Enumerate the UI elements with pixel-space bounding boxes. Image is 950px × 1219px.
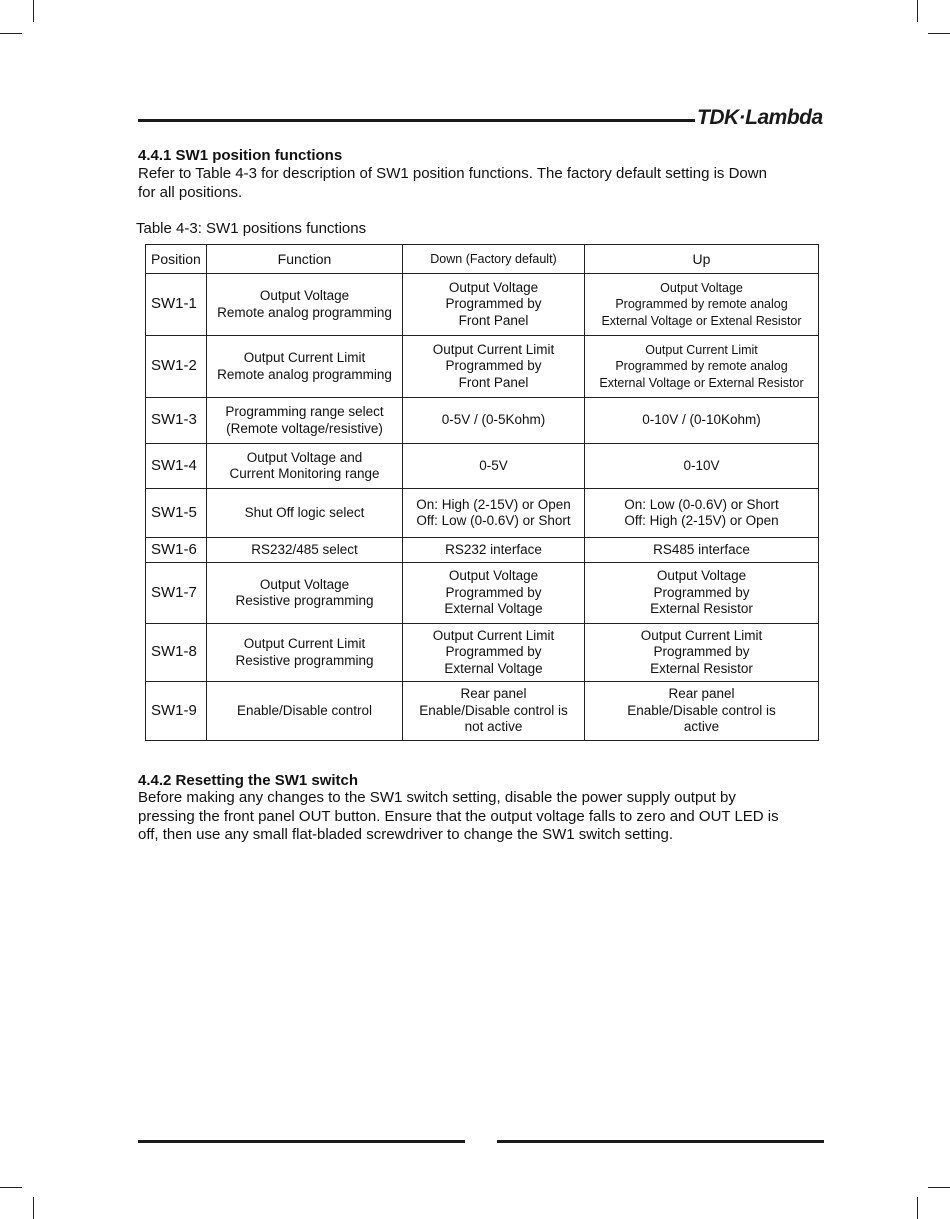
cell-line: Resistive programming [235,593,374,608]
footer-rule-left [138,1140,465,1143]
table-row [146,682,819,741]
brand-logo: TDK·Lambda [697,106,823,129]
cell-up [585,398,819,444]
cell-line: Off: High (2-15V) or Open [624,513,779,528]
table-row [146,624,819,682]
cell-function [207,563,403,624]
cell-line: Programmed by [445,644,542,660]
cell-up [585,444,819,489]
sw1-functions-table [145,244,819,741]
section2-paragraph [138,789,838,845]
table-row [146,489,819,538]
cell-down [403,336,585,398]
cell-function [207,682,403,741]
cell-line: Output Current Limit [645,342,758,357]
paragraph-line: pressing the front panel OUT button. Ensure that the output voltage falls to zero and OUT LED is [138,807,779,825]
crop-mark [33,1197,34,1219]
cell-line: External Voltage or External Resistor [599,375,804,390]
cell-line: Programmed by [445,584,542,600]
cell-line: Output Current Limit [432,627,555,643]
header-function: Function [207,245,403,274]
cell-line: Enable/Disable control is [419,702,568,718]
table-body [146,274,819,741]
table-row [146,538,819,563]
header-position: Position [146,245,207,274]
table-header-row [146,245,819,274]
cell-line: Front Panel [458,312,529,328]
cell-line: active [683,719,720,735]
cell-line: Current Monitoring range [229,466,380,481]
section-title-sw1-functions: 4.4.1 SW1 position functions [138,147,343,164]
cell-position: SW1-2 [146,336,207,398]
section1-paragraph [138,165,838,202]
cell-function [207,624,403,682]
cell-function [207,274,403,336]
cell-line: Output Voltage and [246,449,363,465]
cell-line: Resistive programming [235,652,374,668]
cell-line: RS232/485 select [251,541,358,557]
cell-down [403,538,585,563]
crop-mark [928,33,950,34]
cell-line: Programmed by [653,644,750,660]
table-row [146,563,819,624]
cell-line: External Voltage [444,601,543,617]
cell-line: Programmed by [445,296,542,312]
cell-line: Output Voltage [259,576,350,592]
cell-line: Output Voltage [259,288,350,303]
cell-line: 0-10V [683,457,720,473]
cell-function [207,398,403,444]
cell-position: SW1-1 [146,274,207,336]
cell-line: Remote analog programming [217,366,392,382]
cell-line: Rear panel [460,686,527,702]
cell-function [207,444,403,489]
cell-down [403,563,585,624]
cell-line: External Voltage or Extenal Resistor [601,313,802,328]
table-row [146,398,819,444]
paragraph-line: off, then use any small flat-bladed screwdriver to change the SW1 switch setting. [138,826,673,843]
cell-down [403,489,585,538]
cell-line: Remote analog programming [217,304,392,320]
cell-function [207,489,403,538]
header-rule [138,119,695,122]
cell-down [403,444,585,489]
cell-down [403,624,585,682]
cell-position: SW1-6 [146,538,207,563]
cell-line: RS485 interface [653,541,750,557]
cell-line: Programmed by [653,584,750,600]
cell-line: 0-5V / (0-5Kohm) [441,412,546,428]
cell-position: SW1-5 [146,489,207,538]
cell-line: Front Panel [458,374,529,390]
crop-mark [0,1187,22,1188]
cell-line: Shut Off logic select [244,504,365,520]
section-title-resetting-sw1: 4.4.2 Resetting the SW1 switch [138,772,359,789]
cell-line: 0-5V [479,457,508,473]
table-row [146,274,819,336]
cell-function [207,336,403,398]
crop-mark [33,0,34,22]
cell-position: SW1-9 [146,682,207,741]
table-row [146,336,819,398]
paragraph-line: Refer to Table 4-3 for description of SW1 position functions. The factory default setting is Down [138,165,767,182]
cell-up [585,336,819,398]
cell-line: Output Voltage [656,568,747,584]
cell-up [585,538,819,563]
cell-line: (Remote voltage/resistive) [226,420,383,436]
cell-line: External Resistor [650,660,753,676]
cell-line: Rear panel [668,686,735,702]
cell-up [585,274,819,336]
crop-mark [917,0,918,22]
cell-line: Output Voltage [448,279,539,295]
cell-line: Enable/Disable control [236,702,373,718]
cell-up [585,563,819,624]
cell-line: On: High (2-15V) or Open [416,496,571,512]
cell-line: Output Current Limit [640,627,763,643]
cell-up [585,682,819,741]
header-up: Up [585,245,819,274]
cell-down [403,274,585,336]
cell-up [585,489,819,538]
cell-position: SW1-8 [146,624,207,682]
header-down: Down (Factory default) [403,245,585,274]
cell-line: Enable/Disable control is [627,702,776,718]
cell-line: Programmed by remote analog [615,359,788,374]
cell-line: External Resistor [650,601,753,617]
cell-line: External Voltage [444,660,543,676]
cell-line: RS232 interface [445,541,542,557]
cell-line: On: Low (0-0.6V) or Short [624,496,779,512]
cell-line: Off: Low (0-0.6V) or Short [416,513,571,528]
paragraph-line: for all positions. [138,183,243,201]
cell-line: Output Voltage [448,568,539,584]
cell-line: not active [464,719,523,735]
cell-position: SW1-3 [146,398,207,444]
cell-line: Output Current Limit [243,636,366,651]
cell-line: Output Current Limit [432,341,555,357]
footer-rule-right [497,1140,824,1143]
crop-mark [0,33,22,34]
cell-position: SW1-4 [146,444,207,489]
table-row [146,444,819,489]
cell-line: 0-10V / (0-10Kohm) [642,412,761,428]
cell-line: Programmed by remote analog [615,297,788,312]
cell-down [403,682,585,741]
cell-function [207,538,403,563]
cell-down [403,398,585,444]
cell-line: Programmed by [445,358,542,374]
crop-mark [928,1187,950,1188]
table-caption: Table 4-3: SW1 positions functions [136,220,367,237]
cell-up [585,624,819,682]
cell-line: Programming range select [225,404,384,419]
cell-line: Output Voltage [660,280,743,295]
cell-position: SW1-7 [146,563,207,624]
cell-line: Output Current Limit [243,350,366,365]
crop-mark [917,1197,918,1219]
paragraph-line: Before making any changes to the SW1 switch setting, disable the power supply output by [138,789,736,806]
